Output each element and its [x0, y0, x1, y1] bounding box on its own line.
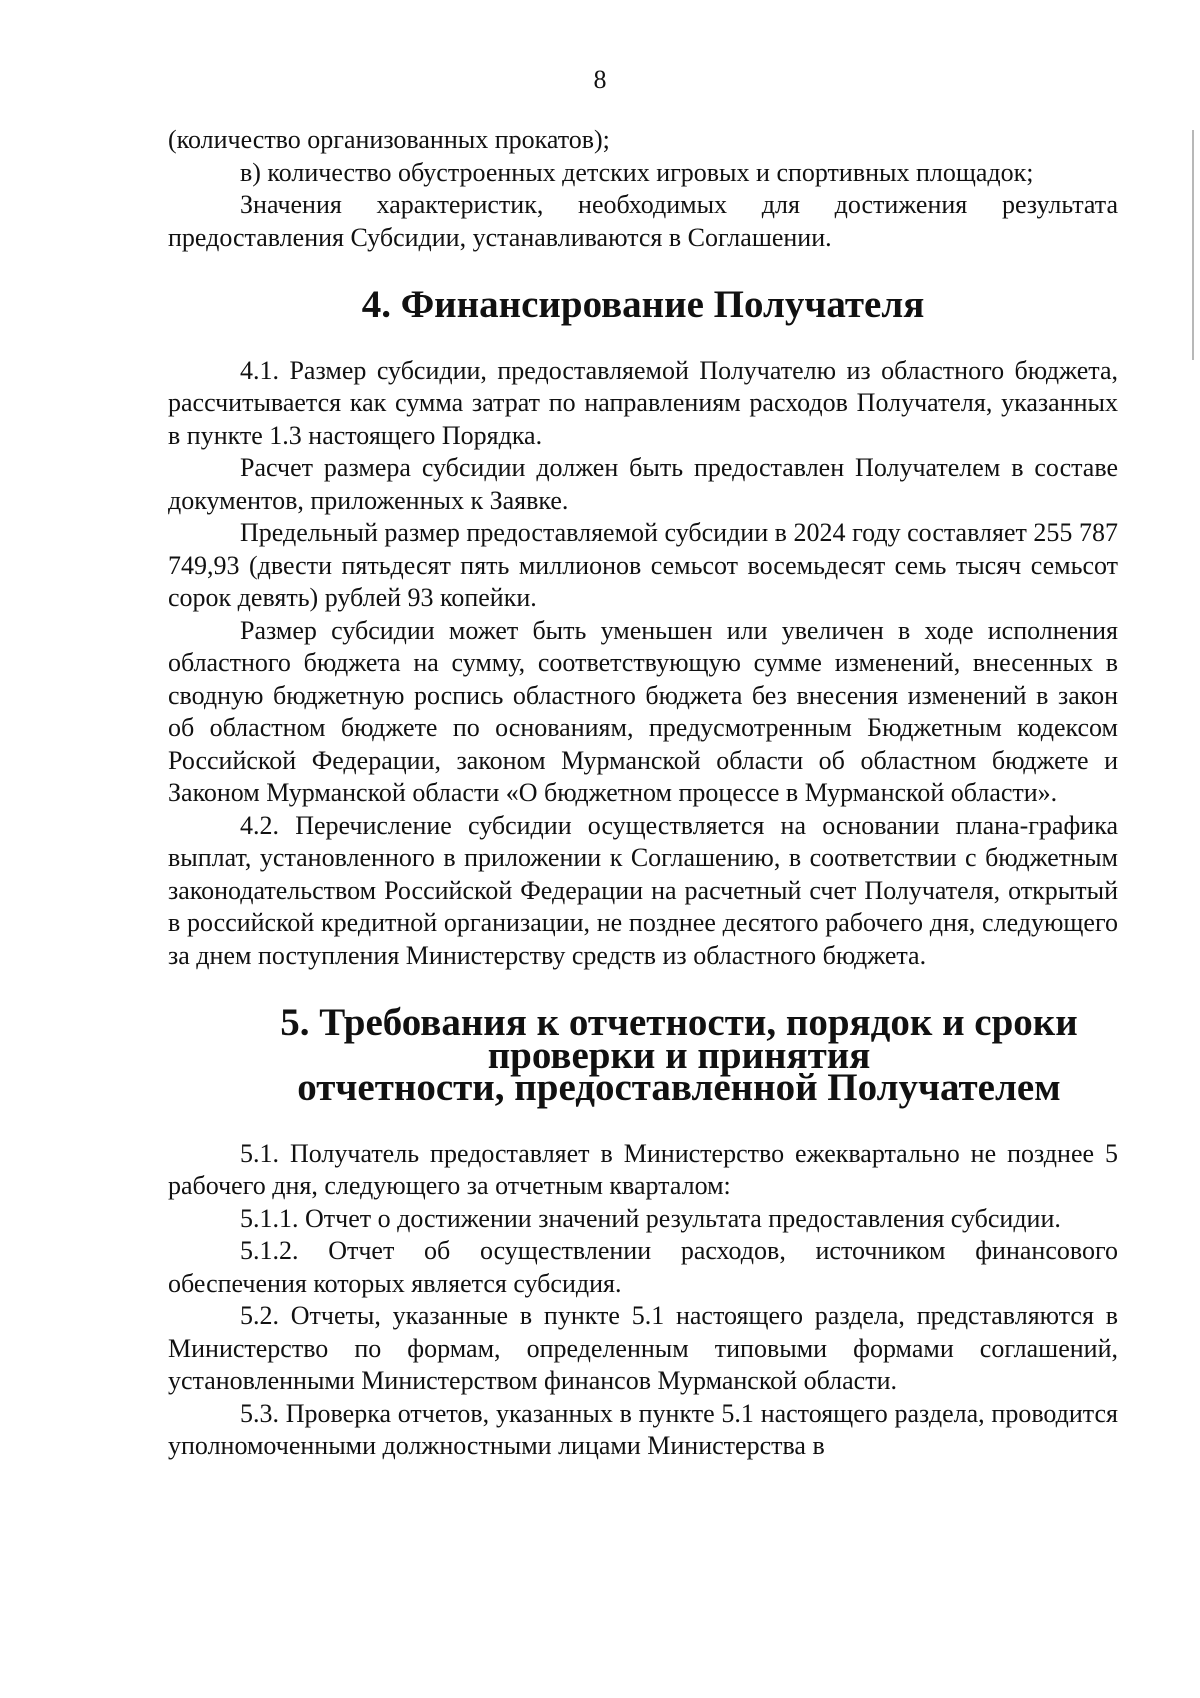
section-4-paragraph-3: Предельный размер предоставляемой субсидии в 2024 году составляет 255 787 749,93 (двести пятьдесят пять миллионов семьсот восемьдесят семь тысяч семьсот сорок девять) рублей 93 копейки. [168, 518, 1118, 612]
section-5-paragraph-1: 5.1. Получатель предоставляет в Министерство ежеквартально не позднее 5 рабочего дня, следующего за отчетным кварталом: [168, 1138, 1118, 1200]
intro-paragraph-1: (количество организованных прокатов); [168, 125, 610, 154]
section-5-heading-line-1: 5. Требования к отчетности, порядок и сроки проверки и принятия [280, 1001, 1078, 1077]
document-body [168, 124, 1118, 1463]
intro-paragraph-2: в) количество обустроенных детских игровых и спортивных площадок; [240, 157, 1034, 187]
section-4-paragraph-1: 4.1. Размер субсидии, предоставляемой Получателю из областного бюджета, рассчитывается как сумма затрат по направлениям расходов Получателя, указанных в пункте 1.3 настоящего Порядка. [168, 355, 1118, 450]
section-4-paragraph-5: 4.2. Перечисление субсидии осуществляется на основании плана-графика выплат, установленного в приложении к Соглашению, в соответствии с бюджетным законодательством Российской Федерации на расчетный счет Получателя, открытый в российской кредитной организации, не позднее десятого рабочего дня, следующего за днем поступления Министерству средств из областного бюджета. [168, 810, 1118, 970]
scan-edge-line [1192, 130, 1194, 360]
section-5-paragraph-2: 5.1.1. Отчет о достижении значений результата предоставления субсидии. [240, 1203, 1061, 1233]
section-4-paragraph-4: Размер субсидии может быть уменьшен или увеличен в ходе исполнения областного бюджета на сумму, соответствующую сумме изменений, внесенных в сводную бюджетную роспись областного бюджета без внесения изменений в закон об областном бюджете по основаниям, предусмотренным Бюджетным кодексом Российской Федерации, законом Мурманской области об областном бюджете и Законом Мурманской области «О бюджетном процессе в Мурманской области». [168, 615, 1118, 807]
section-5-heading-line-2: отчетности, предоставленной Получателем [297, 1066, 1061, 1109]
section-5-paragraph-5: 5.3. Проверка отчетов, указанных в пункте 5.1 настоящего раздела, проводится уполномоченными должностными лицами Министерства в [168, 1398, 1118, 1460]
section-4-paragraph-2: Расчет размера субсидии должен быть предоставлен Получателем в составе документов, приложенных к Заявке. [168, 453, 1118, 515]
section-5-heading [168, 1001, 1118, 1109]
section-4-heading: 4. Финансирование Получателя [361, 283, 925, 326]
section-5-paragraph-3: 5.1.2. Отчет об осуществлении расходов, источником финансового обеспечения которых является субсидия. [168, 1236, 1118, 1298]
page-number: 8 [593, 65, 607, 94]
section-5-paragraph-4: 5.2. Отчеты, указанные в пункте 5.1 настоящего раздела, представляются в Министерство по формам, определенным типовыми формами соглашений, установленными Министерством финансов Мурманской области. [168, 1301, 1118, 1395]
intro-paragraph-3: Значения характеристик, необходимых для достижения результата предоставления Субсидии, устанавливаются в Соглашении. [168, 190, 1118, 252]
